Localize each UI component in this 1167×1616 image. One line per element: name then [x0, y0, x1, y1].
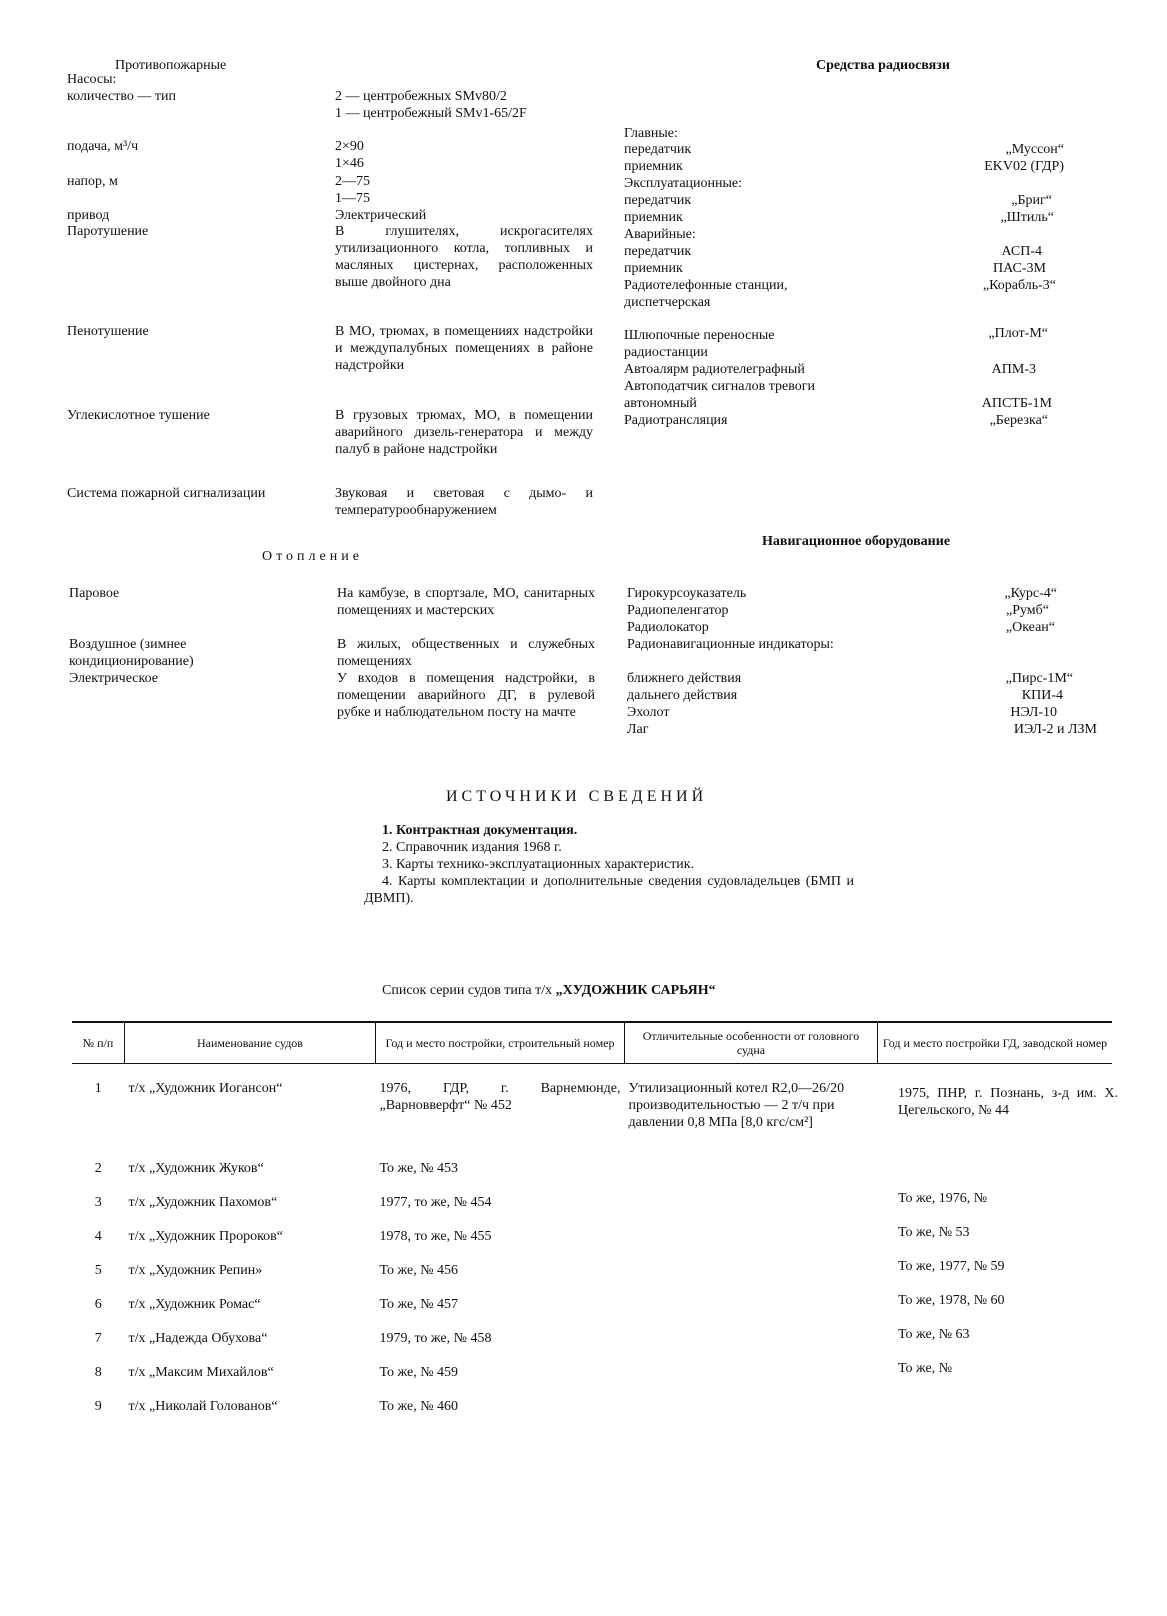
nav-value: КПИ-4: [1021, 688, 1063, 703]
radio-label: передатчик: [624, 142, 692, 157]
engine-entry: 1975, ПНР, г. Познань, з-д им. Х. Цегельского, № 44: [898, 1086, 1118, 1118]
nav-label: дальнего действия: [627, 688, 738, 703]
radio-value: „Муссон“: [1005, 142, 1064, 157]
nav-value: „Румб“: [1005, 603, 1049, 618]
engine-entry: То же, 1976, №: [898, 1191, 988, 1206]
source-item: 1. Контрактная документация.: [382, 823, 578, 838]
radio-label: Главные:: [624, 126, 678, 141]
radio-value: АСП-4: [1001, 244, 1042, 259]
fire-title: Противопожарные: [115, 58, 227, 73]
table-row: 1 т/х „Художник Иогансон“ 1976, ГДР, г. Варнемюнде, „Варновверфт“ № 452 Утилизационный котел R2,0—26/20 производительностью — 2 т/ч при давлении 0,8 МПа [8,0 кгс/см²]: [94, 1081, 845, 1130]
ships-title-name: „ХУДОЖНИК САРЬЯН“: [555, 983, 716, 998]
radio-value: „Бриг“: [1011, 193, 1052, 208]
table-row: 8 т/х „Максим Михайлов“ То же, № 459: [94, 1365, 459, 1380]
radio-label: Эксплуатационные:: [624, 176, 743, 191]
ships-header-row: [72, 1022, 1112, 1064]
sources-title: ИСТОЧНИКИ СВЕДЕНИЙ: [446, 788, 708, 805]
radio-value: „Березка“: [989, 413, 1048, 428]
radio-value: EKV02 (ГДР): [984, 159, 1064, 174]
sources-list: [364, 822, 864, 907]
heating-title: Отопление: [262, 549, 363, 564]
nav-label: Радиопеленгатор: [627, 603, 729, 618]
header-built: Год и место постройки, строительный номер: [376, 1022, 625, 1064]
source-item: 2. Справочник издания 1968 г.: [382, 840, 562, 855]
nav-label: Радиолокатор: [627, 620, 709, 635]
engine-entry: То же, № 53: [898, 1225, 970, 1240]
header-num: № п/п: [72, 1022, 125, 1064]
table-row: 3 т/х „Художник Пахомов“ 1977, то же, № 454: [94, 1195, 492, 1210]
nav-value: „Курс-4“: [1004, 586, 1057, 601]
radio-value: „Штиль“: [1000, 210, 1054, 225]
engine-entry: То же, № 63: [898, 1327, 970, 1342]
radio-label: Автоалярм радиотелеграфный: [624, 362, 805, 377]
engine-entry: То же, 1977, № 59: [898, 1259, 1005, 1274]
table-row: 7 т/х „Надежда Обухова“ 1979, то же, № 458: [94, 1331, 492, 1346]
radio-label: Автоподатчик сигналов тревоги автономный: [624, 379, 815, 411]
ships-title-prefix: Список серии судов типа т/х: [382, 983, 553, 998]
radio-value: ПАС-3М: [993, 261, 1046, 276]
radio-label: приемник: [624, 210, 683, 225]
radio-label: Радиотрансляция: [624, 413, 728, 428]
radio-value: „Плот-М“: [988, 326, 1048, 341]
radio-label: приемник: [624, 159, 683, 174]
engine-entry: То же, №: [898, 1361, 953, 1376]
table-row: 2 т/х „Художник Жуков“ То же, № 453: [94, 1161, 459, 1176]
radio-label: Шлюпочные переносные радиостанции: [624, 328, 775, 360]
engine-entry: То же, 1978, № 60: [898, 1293, 1005, 1308]
nav-label: ближнего действия: [627, 671, 742, 686]
navigation-title: Навигационное оборудование: [762, 534, 951, 549]
radio-label: Аварийные:: [624, 227, 696, 242]
radio-label: передатчик: [624, 244, 692, 259]
radio-label: Радиотелефонные станции, диспетчерская: [624, 278, 788, 310]
radio-value: АПСТБ-1М: [981, 396, 1052, 411]
nav-value: „Пирс-1М“: [1005, 671, 1073, 686]
source-item: 3. Карты технико-эксплуатационных характеристик.: [382, 857, 695, 872]
table-row: 9 т/х „Николай Голованов“ То же, № 460: [94, 1399, 459, 1414]
radio-label: передатчик: [624, 193, 692, 208]
source-item: 4. Карты комплектации и дополнительные сведения судовладельцев (БМП и ДВМП).: [364, 874, 854, 906]
ships-title: [382, 982, 716, 999]
table-row: 6 т/х „Художник Ромас“ То же, № 457: [94, 1297, 459, 1312]
table-row: 5 т/х „Художник Репин» То же, № 456: [94, 1263, 459, 1278]
pumps-label: Насосы:: [67, 72, 117, 87]
header-name: Наименование судов: [125, 1022, 376, 1064]
nav-value: НЭЛ-10: [1010, 705, 1057, 720]
nav-value: ИЭЛ-2 и ЛЗМ: [1013, 722, 1097, 737]
nav-label: Радионавигационные индикаторы:: [627, 637, 834, 652]
nav-label: Лаг: [627, 722, 649, 737]
nav-label: Гирокурсоуказатель: [627, 586, 747, 601]
radio-value: „Корабль-3“: [982, 278, 1056, 293]
header-engine: Год и место постройки ГД, заводской номер: [878, 1022, 1113, 1064]
nav-label: Эхолот: [627, 705, 670, 720]
table-row: 4 т/х „Художник Пророков“ 1978, то же, № 455: [94, 1229, 492, 1244]
radio-label: приемник: [624, 261, 683, 276]
header-features: Отличительные особенности от головного судна: [625, 1022, 878, 1064]
radio-title: Средства радиосвязи: [816, 58, 950, 73]
nav-value: „Океан“: [1005, 620, 1055, 635]
radio-value: АПМ-3: [991, 362, 1036, 377]
